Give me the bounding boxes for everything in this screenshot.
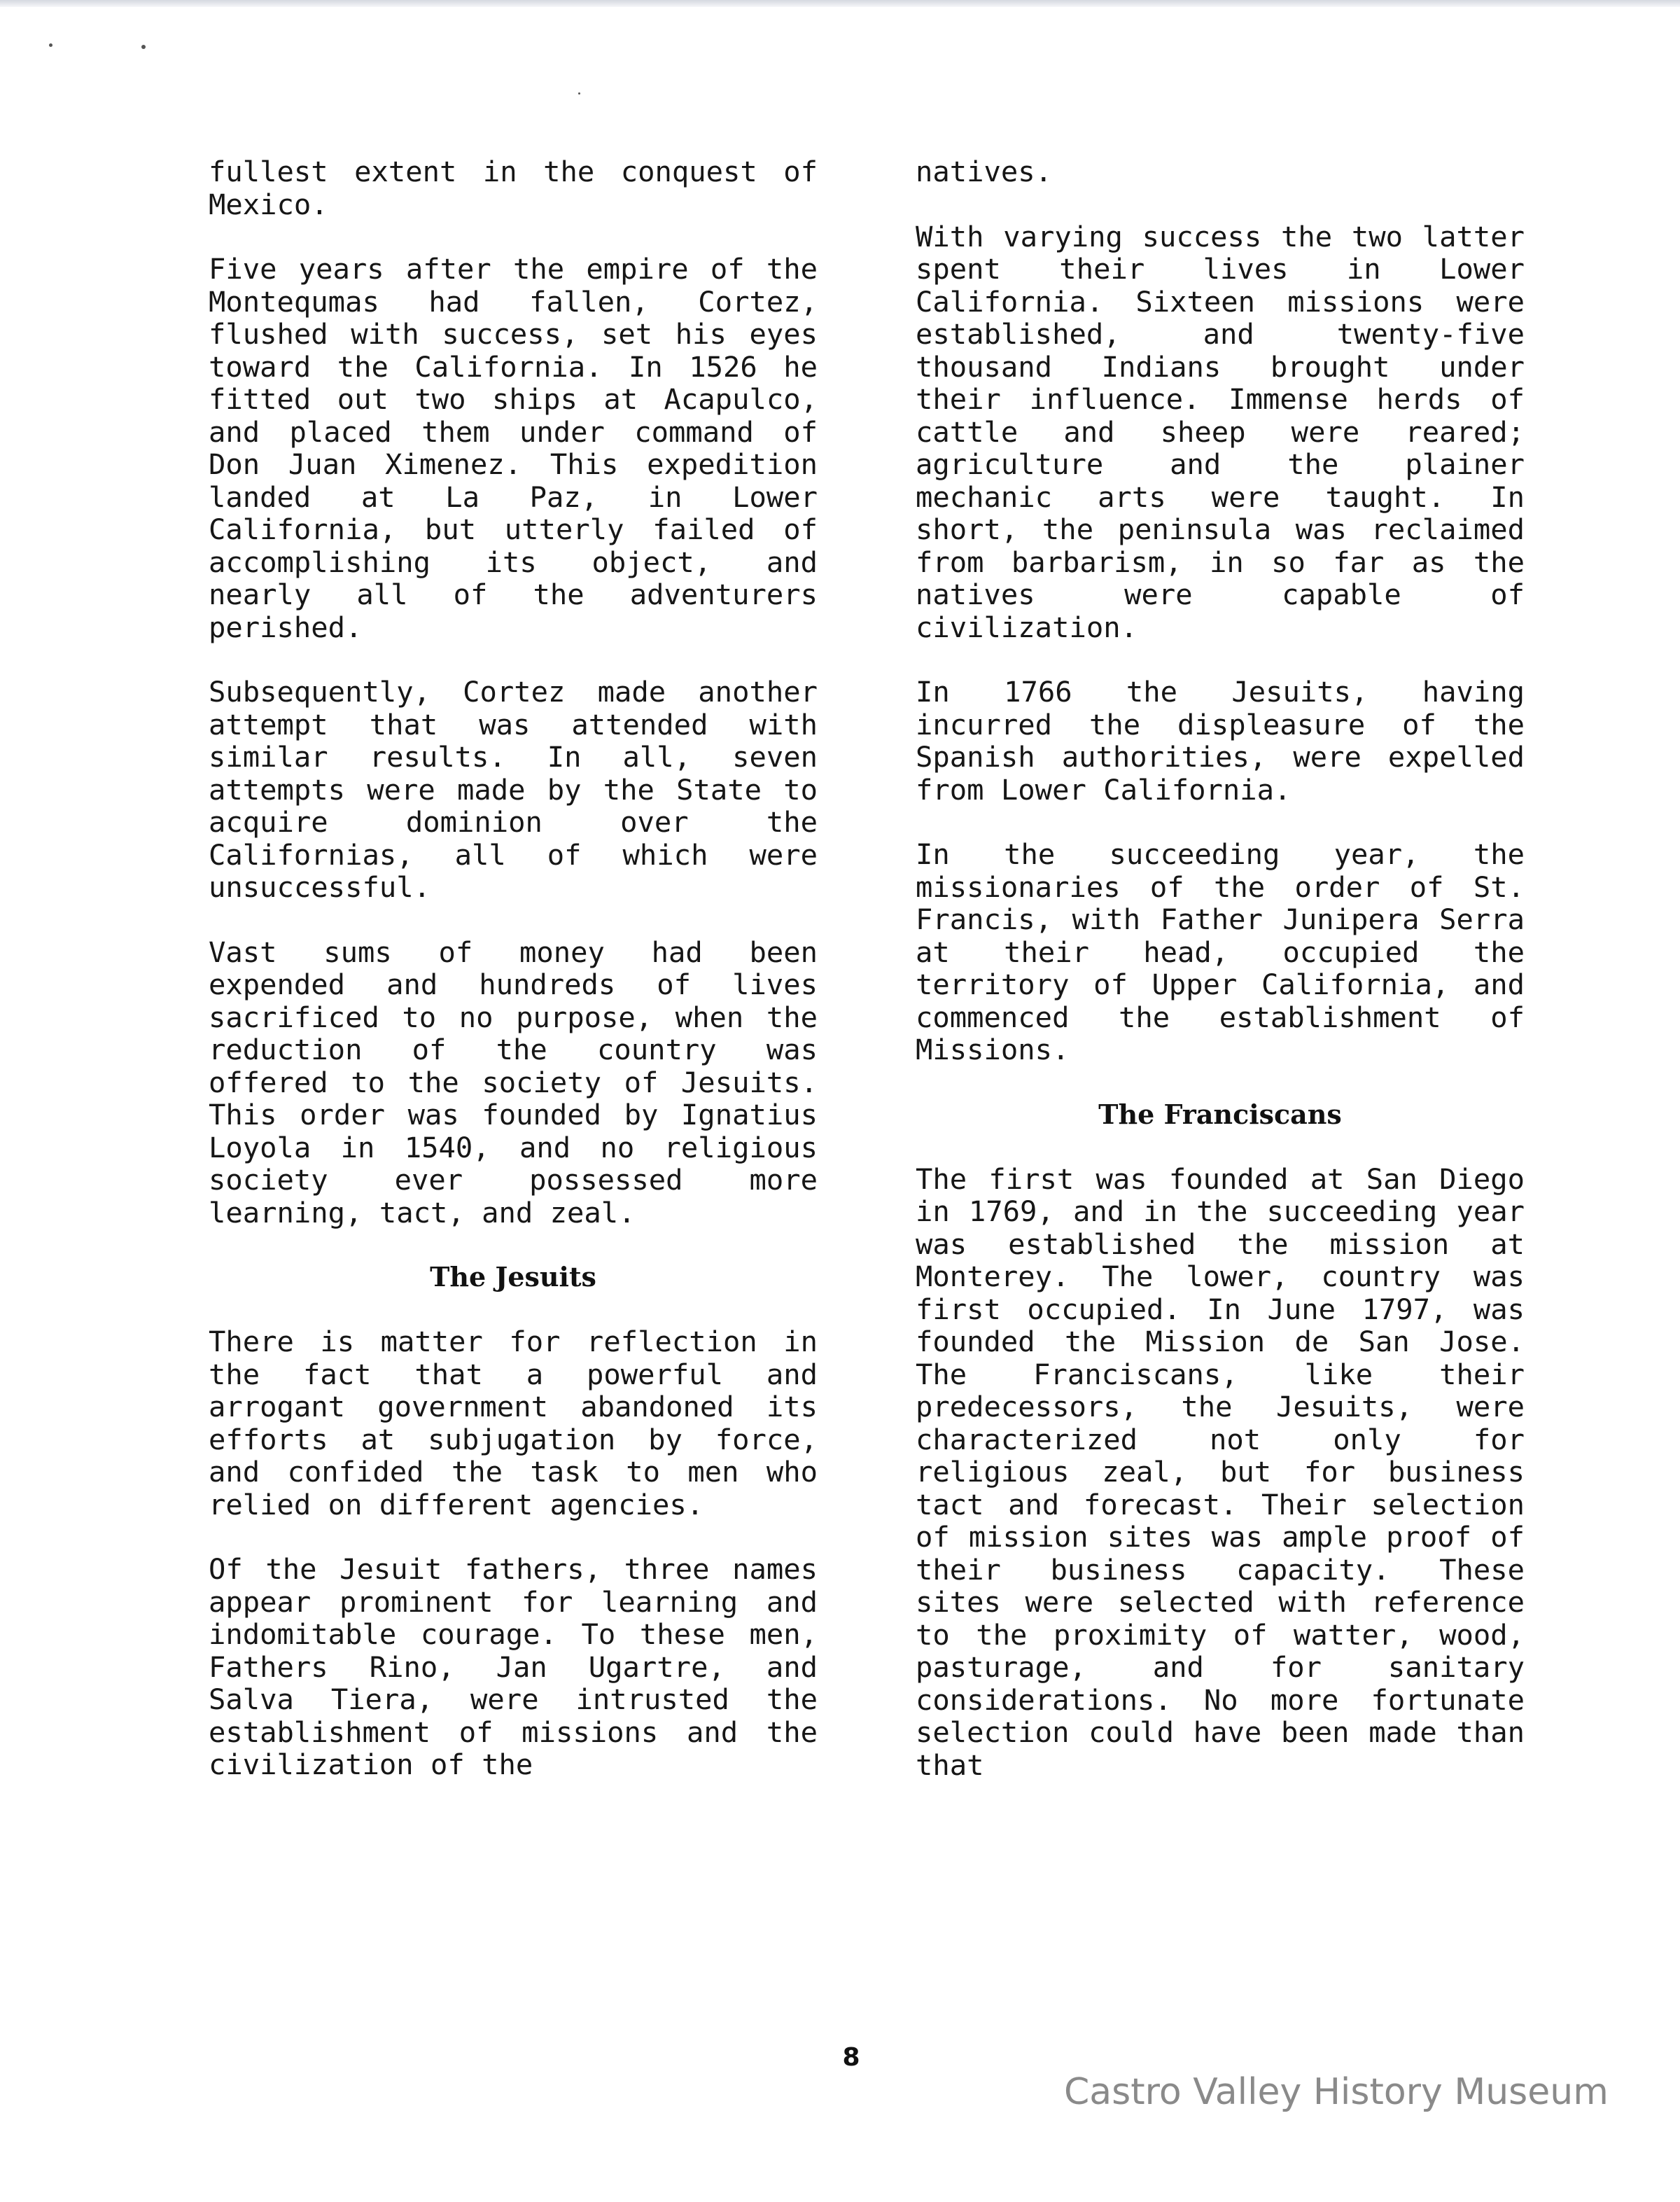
section-heading-franciscans: The Franciscans (1098, 1098, 1342, 1130)
scan-edge (0, 0, 1680, 7)
paragraph: natives. (916, 155, 1053, 188)
scan-speck (141, 45, 146, 49)
paragraph: With varying success the two latter spent their lives in Lower California. Sixteen missions were established, and twenty-five thousand Indians brought under their influence. Immense herds of cattle and sheep were reared; agriculture and the plainer mechanic arts were taught. In short, the peninsula was reclaimed from barbarism, in so far as the natives were capable of civilization. (916, 219, 1525, 644)
paragraph: fullest extent in the conquest of Mexico. (209, 155, 818, 221)
watermark: Castro Valley History Museum (1064, 2071, 1609, 2113)
left-column (209, 155, 818, 1781)
paragraph: Subsequently, Cortez made another attempt that was attended with similar results. In all, seven attempts were made by the State to acquire dominion over the Californias, all of which were unsuccessful. (209, 675, 818, 904)
paragraph: There is matter for reflection in the fact that a powerful and arrogant government abandoned its efforts at subjugation by force, and confided the task to men who relied on different agencies. (209, 1325, 818, 1521)
section-heading-jesuits: The Jesuits (430, 1261, 596, 1292)
paragraph: Five years after the empire of the Montequmas had fallen, Cortez, flushed with success, set his eyes toward the California. In 1526 he fitted out two ships at Acapulco, and placed them under command of Don Juan Ximenez. This expedition landed at La Paz, in Lower California, but utterly failed of accomplishing its object, and nearly all of the adventurers perished. (209, 252, 818, 644)
paragraph: In 1766 the Jesuits, having incurred the displeasure of the Spanish authorities, were expelled from Lower California. (916, 675, 1525, 807)
paragraph: In the succeeding year, the missionaries of the order of St. Francis, with Father Junipera Serra at their head, occupied the territory of Upper California, and commenced the establishment of Missions. (916, 837, 1525, 1066)
page-number: 8 (842, 2043, 860, 2072)
paragraph: Vast sums of money had been expended and hundreds of lives sacrificed to no purpose, when the reduction of the country was offered to the society of Jesuits. This order was founded by Ignatius Loyola in 1540, and no religious society ever possessed more learning, tact, and zeal. (209, 935, 818, 1229)
scan-speck (49, 43, 52, 47)
right-column (916, 155, 1525, 1781)
paragraph: Of the Jesuit fathers, three names appear prominent for learning and indomitable courage. To these men, Fathers Rino, Jan Ugartre, and Salva Tiera, were intrusted the establishment of missions and the civilization of the (209, 1552, 818, 1781)
paragraph: The first was founded at San Diego in 1769, and in the succeeding year was established the mission at Monterey. The lower, country was first occupied. In June 1797, was founded the Mission de San Jose. The Franciscans, like their predecessors, the Jesuits, were characterized not only for religious zeal, but for business tact and forecast. Their selection of mission sites was ample proof of their business capacity. These sites were selected with reference to the proximity of watter, wood, pasturage, and for sanitary considerations. No more fortunate selection could have been made than that (916, 1162, 1525, 1782)
scan-speck (578, 92, 580, 95)
